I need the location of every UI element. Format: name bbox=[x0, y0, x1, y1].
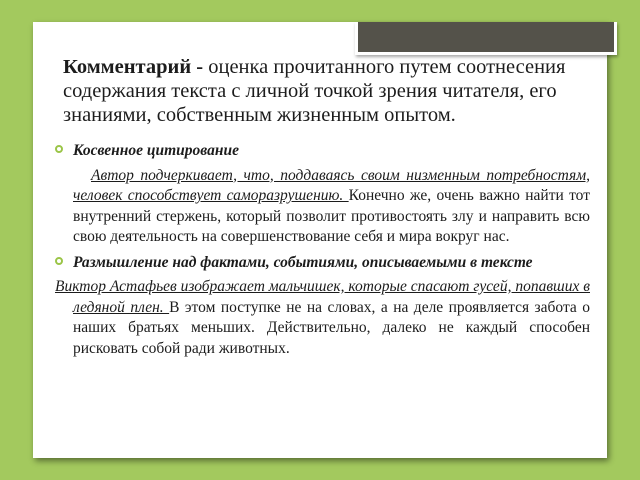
bullet-circle-icon bbox=[55, 145, 63, 153]
bullet-label: Размышление над фактами, событиями, описываемыми в тексте bbox=[73, 253, 533, 271]
example-paragraph bbox=[55, 166, 590, 248]
example-quote: Автор подчеркивает, что, поддаваясь своим низменным потребностям, человек способствует саморазрушению. bbox=[73, 166, 590, 204]
bullet-item-indirect-quote bbox=[55, 141, 590, 162]
example-text: В этом поступке не на словах, а на деле проявляется забота о наших братьях меньших. Действительно, далеко не каждый способен рисковать собой ради животных. bbox=[73, 298, 591, 357]
example-text: Конечно же, очень важно найти тот внутренний стержень, который позволит противостоять злу и направить всю свою деятельность на совершенствование себя и мира вокруг нас. bbox=[73, 187, 590, 245]
header-tab bbox=[355, 22, 617, 55]
slide-content bbox=[55, 141, 590, 364]
bullet-item-reflection bbox=[55, 253, 590, 274]
example-quote: Виктор Астафьев изображает мальчишек, которые спасают гусей, попавших в ледяной плен. bbox=[55, 278, 590, 316]
example-paragraph bbox=[55, 277, 590, 359]
title-term: Комментарий - bbox=[63, 56, 204, 78]
slide-title bbox=[63, 55, 583, 127]
bullet-circle-icon bbox=[55, 257, 63, 265]
bullet-label: Косвенное цитирование bbox=[73, 142, 239, 159]
title-definition: оценка прочитанного путем соотнесения содержания текста с личной точкой зрения читателя, его знаниями, собственным жизненным опытом. bbox=[63, 56, 566, 126]
